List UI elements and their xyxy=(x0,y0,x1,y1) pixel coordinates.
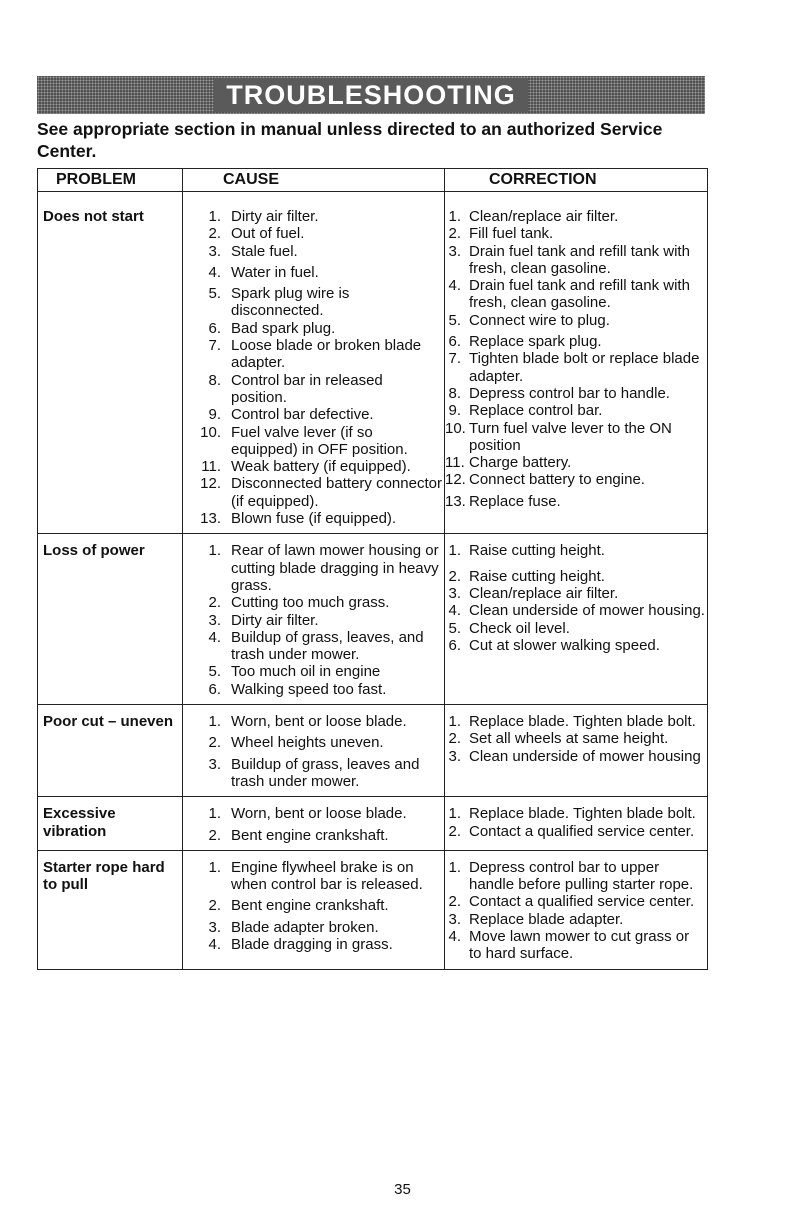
correction-item xyxy=(445,454,705,471)
item-text: Move lawn mower to cut grass or to hard surface. xyxy=(469,927,690,963)
correction-item xyxy=(445,823,705,840)
item-number: 4. xyxy=(448,927,461,945)
correction-item xyxy=(445,542,705,559)
item-number: 11. xyxy=(201,458,221,476)
item-text: Connect battery to engine. xyxy=(469,471,645,489)
cause-cell xyxy=(183,797,445,851)
item-text: Set all wheels at same height. xyxy=(469,730,669,748)
item-number: 10. xyxy=(445,419,466,437)
item-text: Clean/replace air filter. xyxy=(469,208,619,225)
item-number: 3. xyxy=(208,918,221,936)
item-text: Out of fuel. xyxy=(231,225,305,243)
correction-item xyxy=(445,585,705,602)
troubleshooting-table xyxy=(37,168,708,970)
correction-item xyxy=(445,312,705,329)
item-text: Raise cutting height. xyxy=(469,542,605,560)
item-text: Fuel valve lever (if so equipped) in OFF position. xyxy=(231,423,408,458)
correction-cell xyxy=(445,200,708,534)
correction-cell xyxy=(445,797,708,851)
problem-cell: Excessive vibration xyxy=(38,797,183,851)
cause-cell xyxy=(183,200,445,534)
item-text: Contact a qualified service center. xyxy=(469,822,695,840)
correction-cell xyxy=(445,850,708,969)
item-text: Control bar in released position. xyxy=(231,371,383,406)
cause-item xyxy=(183,243,442,260)
item-text: Turn fuel valve lever to the ON position xyxy=(469,419,672,454)
cause-item xyxy=(183,936,442,953)
cause-item xyxy=(183,612,442,629)
item-text: Check oil level. xyxy=(469,619,570,637)
cause-item xyxy=(183,337,442,372)
item-text: Replace control bar. xyxy=(469,402,603,420)
page-number: 35 xyxy=(394,1181,411,1198)
cause-item xyxy=(183,734,442,751)
correction-item xyxy=(445,568,705,585)
correction-item xyxy=(445,602,705,619)
item-number: 2. xyxy=(208,826,221,844)
cause-cell xyxy=(183,705,445,797)
item-number: 2. xyxy=(448,567,461,585)
table-row xyxy=(38,850,708,969)
item-text: Disconnected battery connector (if equipped). xyxy=(231,475,442,510)
problem-cell: Loss of power xyxy=(38,534,183,705)
item-text: Cutting too much grass. xyxy=(231,594,390,612)
item-text: Buildup of grass, leaves, and trash under mower. xyxy=(231,628,424,664)
item-number: 3. xyxy=(208,242,221,260)
item-text: Water in fuel. xyxy=(231,263,319,281)
cause-item xyxy=(183,805,442,822)
item-text: Clean underside of mower housing xyxy=(469,747,701,765)
item-text: Fill fuel tank. xyxy=(469,225,554,243)
item-number: 7. xyxy=(208,337,221,355)
item-text: Blade dragging in grass. xyxy=(231,935,393,953)
item-text: Tighten blade bolt or replace blade adapter. xyxy=(469,350,700,385)
item-number: 2. xyxy=(448,893,461,911)
cause-item xyxy=(183,827,442,844)
item-number: 11. xyxy=(445,454,465,472)
cause-cell xyxy=(183,534,445,705)
item-number: 4. xyxy=(448,602,461,620)
item-number: 4. xyxy=(208,628,221,646)
intro-text: See appropriate section in manual unless directed to an authorized Service Center. xyxy=(37,119,663,161)
item-number: 4. xyxy=(208,263,221,281)
table-row xyxy=(38,534,708,705)
item-number: 1. xyxy=(448,805,461,823)
item-number: 3. xyxy=(448,910,461,928)
item-number: 2. xyxy=(208,225,221,243)
item-number: 3. xyxy=(448,242,461,260)
cause-item xyxy=(183,542,442,594)
item-number: 3. xyxy=(448,584,461,602)
item-text: Replace blade. Tighten blade bolt. xyxy=(469,805,696,823)
problem-cell: Does not start xyxy=(38,200,183,534)
problem-cell: Starter rope hard to pull xyxy=(38,850,183,969)
correction-item xyxy=(445,350,705,385)
item-number: 2. xyxy=(208,897,221,915)
item-number: 1. xyxy=(448,542,461,560)
cause-item xyxy=(183,681,442,698)
item-number: 1. xyxy=(208,858,221,876)
header-problem: PROBLEM xyxy=(38,169,183,192)
item-text: Blade adapter broken. xyxy=(231,918,379,936)
item-number: 6. xyxy=(448,333,461,351)
item-text: Rear of lawn mower housing or cutting blade dragging in heavy grass. xyxy=(231,542,439,594)
item-text: Walking speed too fast. xyxy=(231,680,387,698)
item-number: 4. xyxy=(448,277,461,295)
correction-item xyxy=(445,385,705,402)
spacer-cell xyxy=(445,192,708,201)
spacer-cell xyxy=(183,192,445,201)
cause-item xyxy=(183,424,442,459)
item-text: Drain fuel tank and refill tank with fresh, clean gasoline. xyxy=(469,277,690,312)
cause-item xyxy=(183,756,442,791)
item-text: Dirty air filter. xyxy=(231,208,319,225)
item-number: 1. xyxy=(208,805,221,823)
correction-item xyxy=(445,713,705,730)
item-number: 1. xyxy=(448,208,461,225)
item-text: Loose blade or broken blade adapter. xyxy=(231,337,422,372)
cause-item xyxy=(183,406,442,423)
item-text: Cut at slower walking speed. xyxy=(469,636,660,654)
correction-item xyxy=(445,208,705,225)
header-correction: CORRECTION xyxy=(445,169,708,192)
table-row xyxy=(38,705,708,797)
item-number: 5. xyxy=(208,285,221,303)
item-text: Too much oil in engine xyxy=(231,663,381,681)
item-number: 2. xyxy=(448,730,461,748)
item-number: 6. xyxy=(208,319,221,337)
item-number: 1. xyxy=(208,542,221,560)
spacer-cell xyxy=(38,192,183,201)
correction-item xyxy=(445,225,705,242)
cause-item xyxy=(183,372,442,407)
correction-item xyxy=(445,243,705,278)
item-text: Replace blade. Tighten blade bolt. xyxy=(469,713,696,731)
item-number: 5. xyxy=(448,619,461,637)
item-text: Depress control bar to handle. xyxy=(469,384,670,402)
correction-item xyxy=(445,859,705,894)
item-number: 2. xyxy=(208,594,221,612)
correction-item xyxy=(445,730,705,747)
cause-item xyxy=(183,208,442,225)
correction-item xyxy=(445,333,705,350)
item-text: Replace spark plug. xyxy=(469,333,602,351)
cause-item xyxy=(183,458,442,475)
correction-item xyxy=(445,637,705,654)
item-number: 3. xyxy=(208,611,221,629)
item-text: Clean/replace air filter. xyxy=(469,584,619,602)
cause-item xyxy=(183,594,442,611)
cause-item xyxy=(183,663,442,680)
item-text: Stale fuel. xyxy=(231,242,298,260)
item-text: Wheel heights uneven. xyxy=(231,734,384,752)
item-text: Charge battery. xyxy=(469,454,572,472)
item-number: 1. xyxy=(208,713,221,731)
item-number: 8. xyxy=(448,384,461,402)
correction-item xyxy=(445,277,705,312)
item-text: Bad spark plug. xyxy=(231,319,336,337)
item-number: 5. xyxy=(448,311,461,329)
item-text: Bent engine crankshaft. xyxy=(231,897,389,915)
item-text: Raise cutting height. xyxy=(469,567,605,585)
correction-item xyxy=(445,748,705,765)
item-number: 9. xyxy=(208,406,221,424)
item-number: 12. xyxy=(200,475,221,493)
table-body xyxy=(38,192,708,970)
cause-item xyxy=(183,629,442,664)
item-number: 3. xyxy=(208,755,221,773)
item-number: 1. xyxy=(448,713,461,731)
item-text: Replace fuse. xyxy=(469,492,561,510)
correction-item xyxy=(445,805,705,822)
correction-item xyxy=(445,893,705,910)
page-title: TROUBLESHOOTING xyxy=(214,78,528,112)
item-number: 13. xyxy=(200,510,221,528)
table-row xyxy=(38,797,708,851)
item-number: 6. xyxy=(208,680,221,698)
cause-item xyxy=(183,897,442,914)
item-text: Spark plug wire is disconnected. xyxy=(231,285,350,320)
item-number: 5. xyxy=(208,663,221,681)
item-number: 4. xyxy=(208,935,221,953)
cause-item xyxy=(183,320,442,337)
correction-cell xyxy=(445,534,708,705)
correction-item xyxy=(445,911,705,928)
item-text: Clean underside of mower housing. xyxy=(469,602,705,620)
item-text: Contact a qualified service center. xyxy=(469,893,695,911)
item-text: Depress control bar to upper handle before pulling starter rope. xyxy=(469,858,694,894)
item-number: 1. xyxy=(448,858,461,876)
item-number: 8. xyxy=(208,371,221,389)
correction-item xyxy=(445,402,705,419)
table-row xyxy=(38,200,708,534)
item-number: 3. xyxy=(448,747,461,765)
item-text: Engine flywheel brake is on when control bar is released. xyxy=(231,858,423,894)
item-text: Worn, bent or loose blade. xyxy=(231,805,407,823)
cause-item xyxy=(183,919,442,936)
item-number: 12. xyxy=(445,471,466,489)
item-number: 1. xyxy=(208,208,221,225)
item-text: Replace blade adapter. xyxy=(469,910,624,928)
item-text: Drain fuel tank and refill tank with fresh, clean gasoline. xyxy=(469,242,690,277)
cause-item xyxy=(183,510,442,527)
item-number: 7. xyxy=(448,350,461,368)
item-text: Weak battery (if equipped). xyxy=(231,458,411,476)
item-number: 2. xyxy=(448,225,461,243)
cause-item xyxy=(183,475,442,510)
item-text: Bent engine crankshaft. xyxy=(231,826,389,844)
correction-item xyxy=(445,493,705,510)
item-text: Buildup of grass, leaves and trash under mower. xyxy=(231,755,420,790)
cause-item xyxy=(183,713,442,730)
correction-item xyxy=(445,420,705,455)
item-number: 6. xyxy=(448,636,461,654)
cause-item xyxy=(183,264,442,281)
item-text: Connect wire to plug. xyxy=(469,311,610,329)
item-number: 2. xyxy=(208,734,221,752)
correction-cell xyxy=(445,705,708,797)
table-header-row xyxy=(38,169,708,192)
cause-item xyxy=(183,225,442,242)
item-number: 2. xyxy=(448,822,461,840)
title-banner xyxy=(37,76,705,114)
item-number: 9. xyxy=(448,402,461,420)
row-spacer xyxy=(38,192,708,201)
problem-cell: Poor cut – uneven xyxy=(38,705,183,797)
item-text: Control bar defective. xyxy=(231,406,374,424)
correction-item xyxy=(445,471,705,488)
cause-item xyxy=(183,859,442,894)
header-cause: CAUSE xyxy=(183,169,445,192)
correction-item xyxy=(445,620,705,637)
item-text: Dirty air filter. xyxy=(231,611,319,629)
item-number: 13. xyxy=(445,492,466,510)
cause-cell xyxy=(183,850,445,969)
correction-item xyxy=(445,928,705,963)
item-text: Worn, bent or loose blade. xyxy=(231,713,407,731)
item-number: 10. xyxy=(200,423,221,441)
item-text: Blown fuse (if equipped). xyxy=(231,510,397,528)
cause-item xyxy=(183,285,442,320)
